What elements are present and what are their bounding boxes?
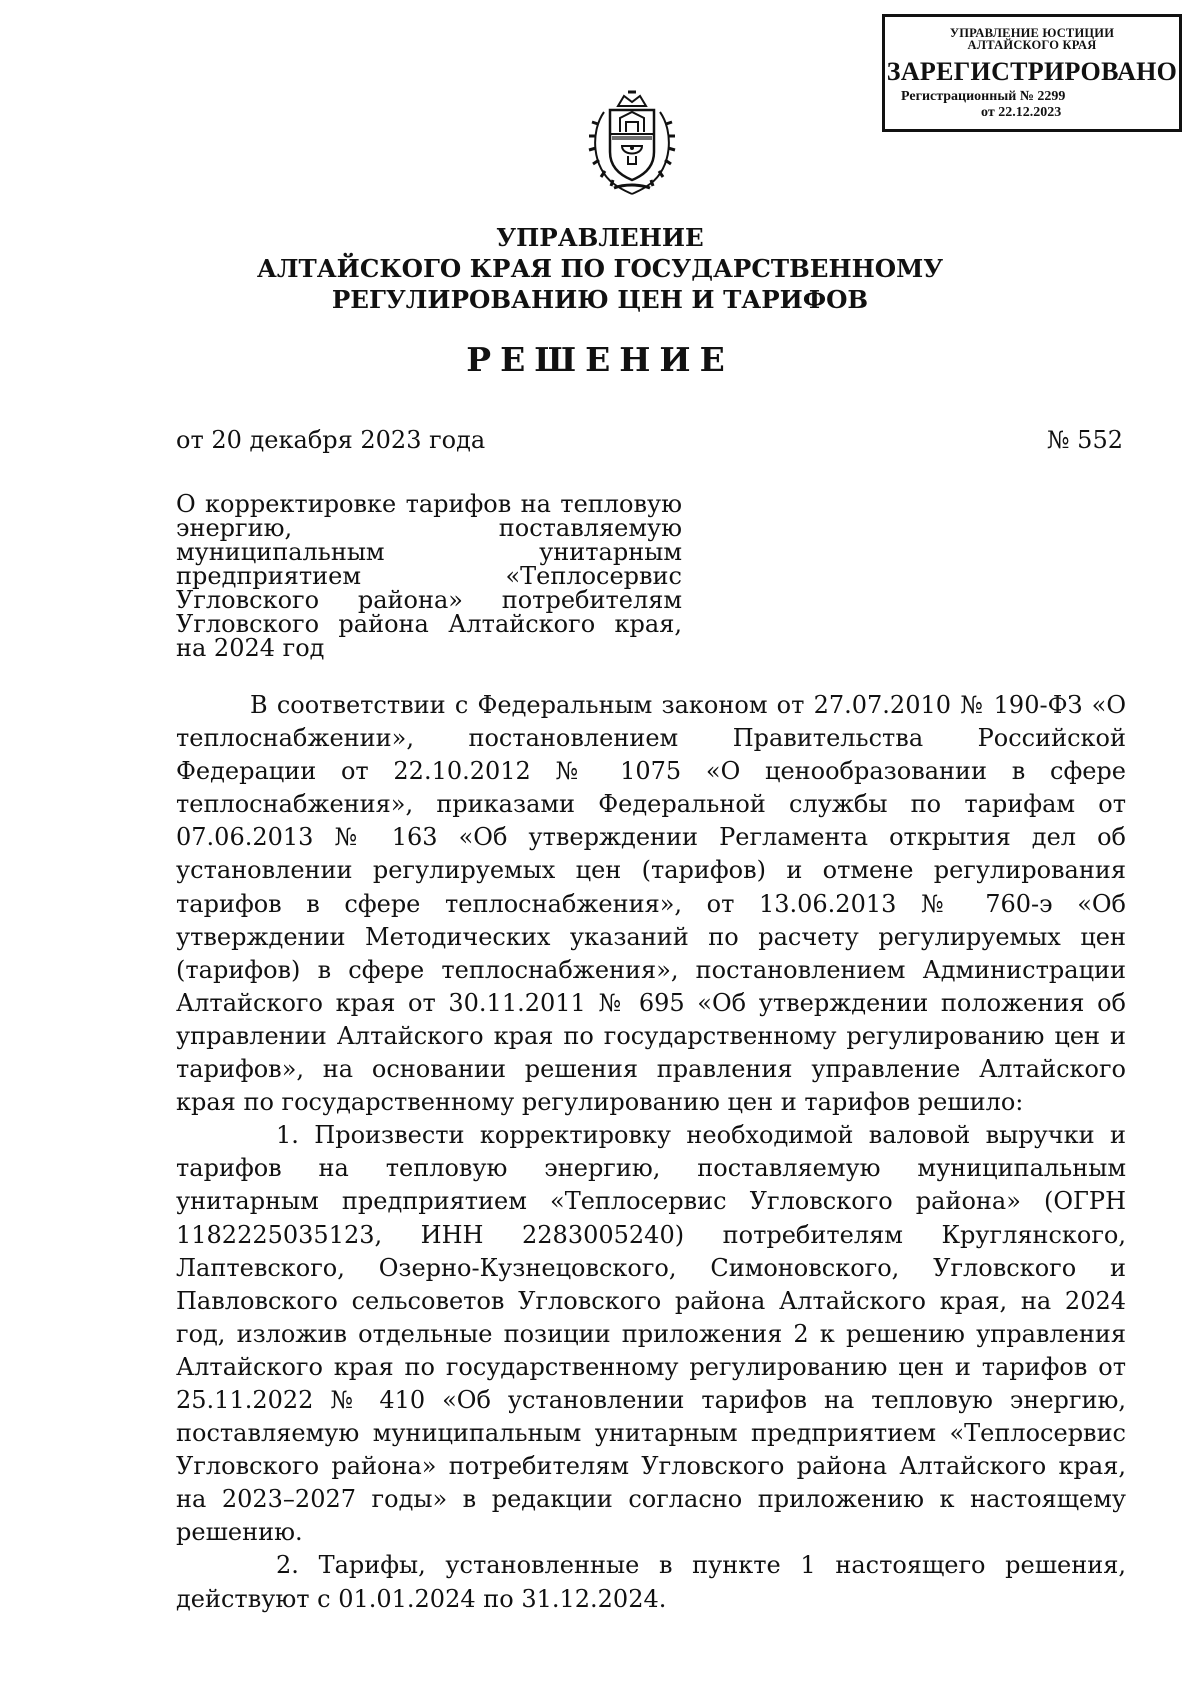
stamp-reg-date: от 22.12.2023 [981,105,1062,120]
preamble-paragraph: В соответствии с Федеральным законом от 27.07.2010 № 190-ФЗ «О теплоснабжении», постановлением Правительства Российской Федерации от 22.10.2012 № 1075 «О ценообразовании в сфере теплоснабжения», приказами Федеральной службы по тарифам от 07.06.2013 № 163 «Об утверждении Регламента открытия дел об установлении регулируемых цен (тарифов) и отмене регулирования тарифов в сфере теплоснабжения», от 13.06.2013 № 760-э «Об утверждении Методических указаний по расчету регулируемых цен (тарифов) в сфере теплоснабжения», постановлением Администрации Алтайского края от 30.11.2011 № 695 «Об утверждении положения об управлении Алтайского края по государственному регулированию цен и тарифов», на основании решения правления управление Алтайского края по государственному регулированию цен и тарифов решило: [176,691,1126,1117]
stamp-org [885,27,1179,51]
document-date: от 20 декабря 2023 года [176,426,486,454]
stamp-org-line1: УПРАВЛЕНИЕ ЮСТИЦИИ [949,26,1115,40]
decision-item-2: 2. Тарифы, установленные в пункте 1 настоящего решения, действуют с 01.01.2024 по 31.12.2024. [176,1551,1126,1613]
coat-of-arms-icon [584,84,680,198]
stamp-status: ЗАРЕГИСТРИРОВАНО [886,57,1178,86]
document-body [176,689,1126,1616]
stamp-org-line2: АЛТАЙСКОГО КРАЯ [967,38,1097,52]
registration-stamp [882,14,1182,132]
issuing-authority [0,222,1200,315]
authority-line3: РЕГУЛИРОВАНИЮ ЦЕН И ТАРИФОВ [331,285,869,314]
document-type: РЕШЕНИЕ [466,340,734,379]
decision-item-1: 1. Произвести корректировку необходимой валовой выручки и тарифов на тепловую энергию, поставляемую муниципальным унитарным предприятием «Теплосервис Угловского района» (ОГРН 1182225035123, ИНН 2283005240) потребителям Круглянского, Лаптевского, Озерно-Кузнецовского, Симоновского, Угловского и Павловского сельсоветов Угловского района Алтайского края, на 2024 год, изложив отдельные позиции приложения 2 к решению управления Алтайского края по государственному регулированию цен и тарифов от 25.11.2022 № 410 «Об установлении тарифов на тепловую энергию, поставляемую муниципальным унитарным предприятием «Теплосервис Угловского района» потребителям Угловского района Алтайского края, на 2023–2027 годы» в редакции согласно приложению к настоящему решению. [176,1121,1126,1547]
document-subject: О корректировке тарифов на тепловую энергию, поставляемую муниципальным унитарным предприятием «Теплосервис Угловского района» потребителям Угловского района Алтайского края, на 2024 год [176,490,682,662]
document-number: № 552 [1046,426,1123,454]
authority-line1: УПРАВЛЕНИЕ [496,223,704,252]
authority-line2: АЛТАЙСКОГО КРАЯ ПО ГОСУДАРСТВЕННОМУ [256,254,944,283]
stamp-reg-number: Регистрационный № 2299 [901,89,1066,104]
